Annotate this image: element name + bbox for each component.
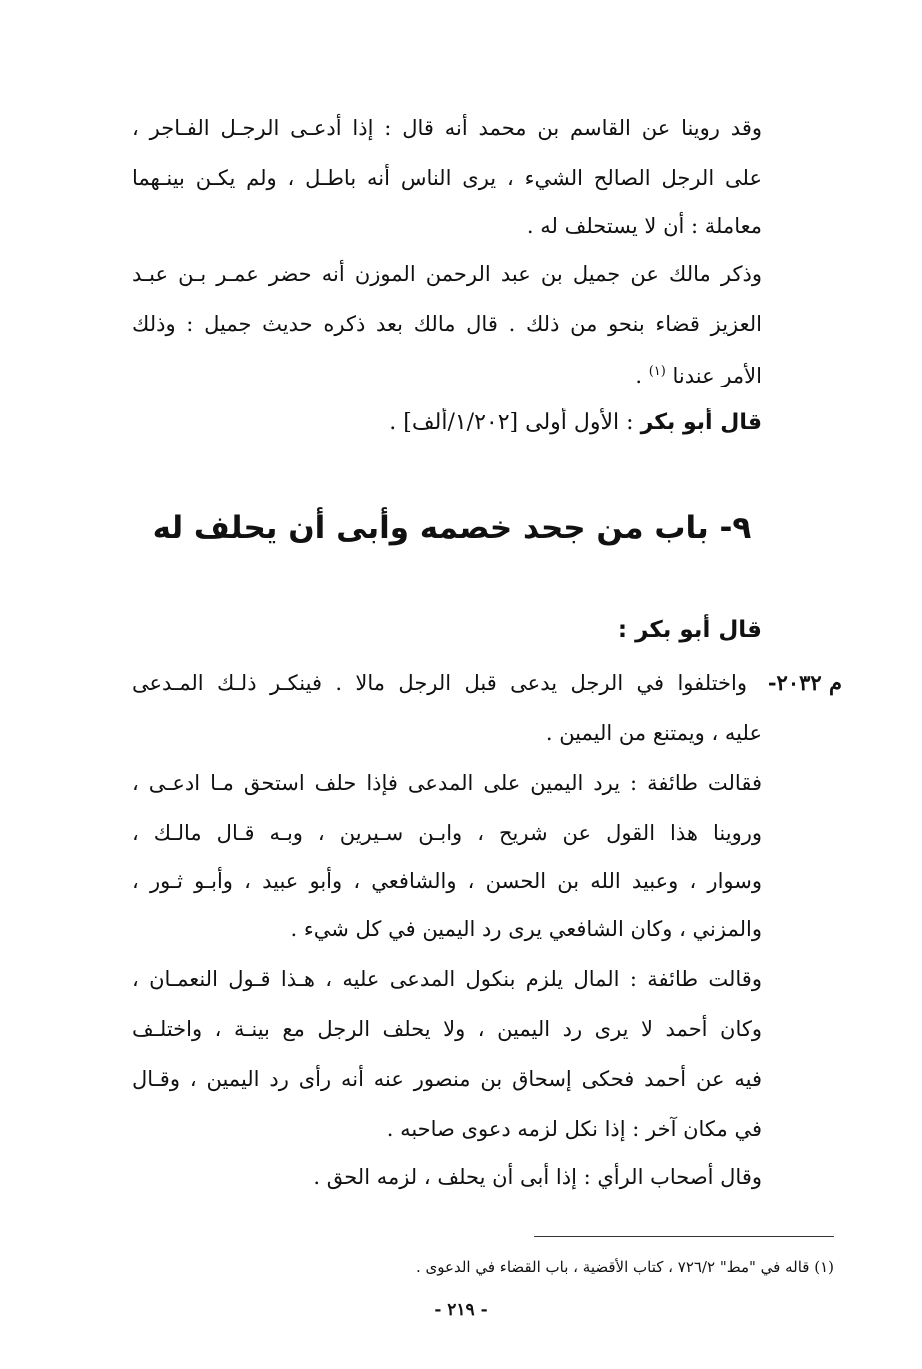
text-line: وروينا هذا القول عن شريح ، وابـن سـيرين ، وبـه قـال مالـك ، [132, 821, 762, 845]
text-line: والمزني ، وكان الشافعي يرى رد اليمين في كل شيء . [290, 917, 762, 941]
page-number: - ٢١٩ - [434, 1300, 488, 1320]
entry-number: م ٢٠٣٢- [767, 670, 842, 695]
text-line: فيه عن أحمد فحكى إسحاق بن منصور عنه أنه رأى رد اليمين ، وقـال [132, 1067, 762, 1091]
text-line: وقد روينا عن القاسم بن محمد أنه قال : إذا أدعـى الرجـل الفـاجر ، [132, 116, 762, 140]
text-line: عليه ، ويمتنع من اليمين . [545, 721, 762, 745]
text-fragment: . [635, 364, 643, 387]
text-line: وقال أصحاب الرأي : إذا أبى أن يحلف ، لزمه الحق . [313, 1165, 762, 1189]
text-line: فقالت طائفة : يرد اليمين على المدعى فإذا حلف استحق مـا ادعـى ، [132, 771, 762, 795]
text-line-with-footnote [132, 357, 762, 387]
text-line: واختلفوا في الرجل يدعى قبل الرجل مالا . فينكـر ذلـك المـدعى [132, 671, 747, 695]
footnote-separator [534, 1236, 834, 1237]
abu-bakr-statement [132, 408, 762, 438]
footnote-reference: (١) [648, 364, 666, 379]
text-line: في مكان آخر : إذا نكل لزمه دعوى صاحبه . [386, 1117, 762, 1141]
text-line: وقالت طائفة : المال يلزم بنكول المدعى عليه ، هـذا قـول النعمـان ، [132, 967, 762, 991]
speaker-label: قال أبو بكر [640, 410, 762, 435]
footnote: (١) قاله في "مط" ٧٢٦/٢ ، كتاب الأقضية ، باب القضاء في الدعوى . [416, 1258, 834, 1276]
chapter-title: ٩- باب من جحد خصمه وأبى أن يحلف له [152, 510, 752, 546]
text-line: معاملة : أن لا يستحلف له . [526, 214, 762, 238]
text-fragment: الأمر عندنا [672, 364, 762, 387]
speaker-label: قال أبو بكر : [617, 617, 762, 643]
text-line: العزيز قضاء بنحو من ذلك . قال مالك بعد ذكره حديث جميل : وذلك [132, 312, 762, 336]
text-line: وذكر مالك عن جميل بن عبد الرحمن الموزن أنه حضر عمـر بـن عبـد [132, 262, 762, 286]
text-line: على الرجل الصالح الشيء ، يرى الناس أنه باطـل ، ولم يكـن بينـهما [132, 166, 762, 190]
text-line: وكان أحمد لا يرى رد اليمين ، ولا يحلف الرجل مع بينـة ، واختلـف [132, 1017, 762, 1041]
text-line: وسوار ، وعبيد الله بن الحسن ، والشافعي ، وأبو عبيد ، وأبـو ثـور ، [132, 869, 762, 893]
statement-text: : الأول أولى [١/٢٠٢/ألف] . [389, 410, 634, 435]
